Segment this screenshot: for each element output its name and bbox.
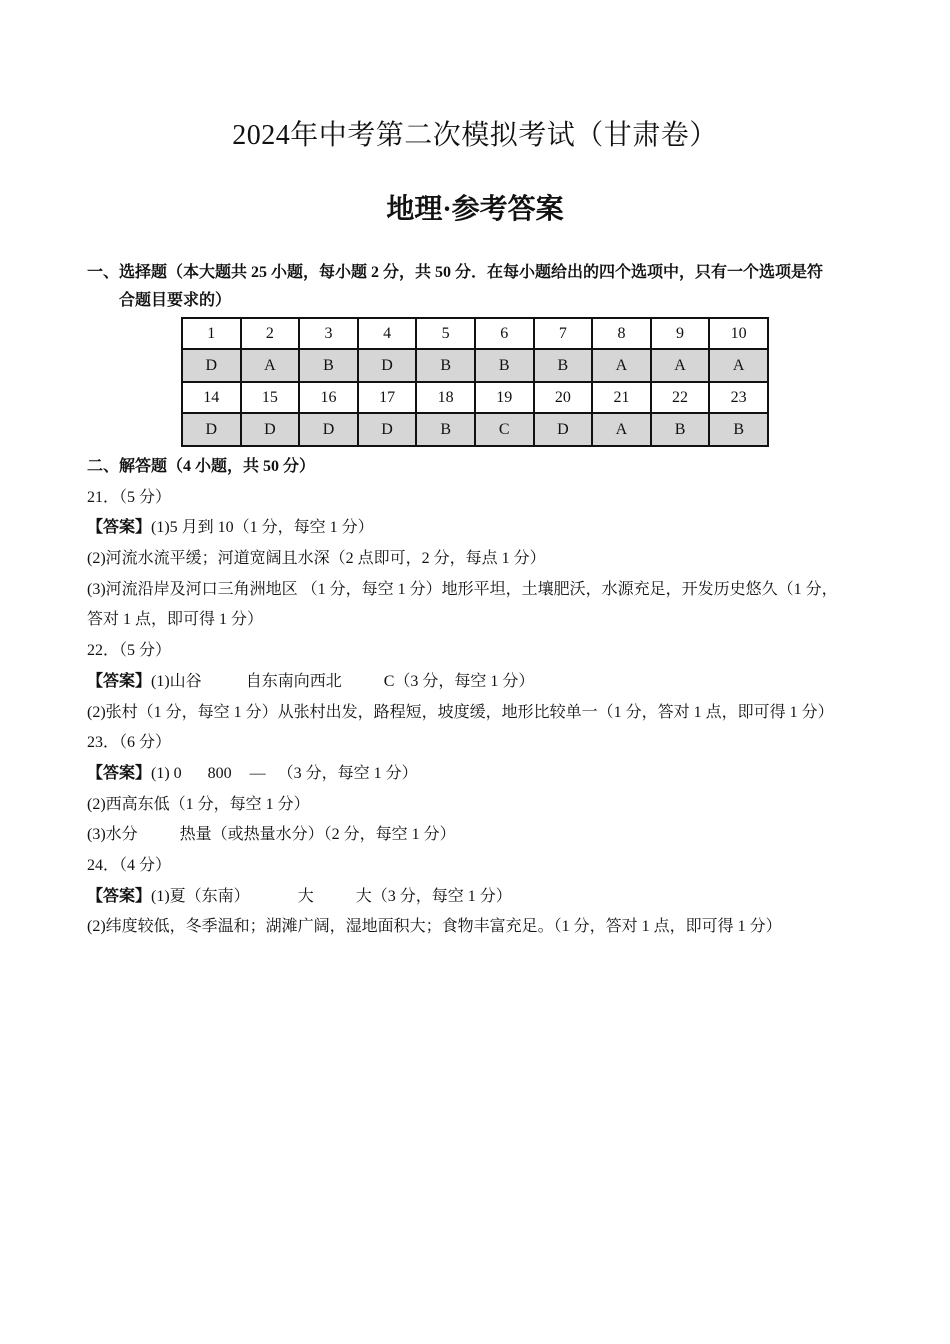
table-cell: 2: [241, 318, 300, 349]
table-cell: A: [709, 349, 768, 382]
answers-body: [87, 452, 877, 943]
table-cell: 19: [475, 382, 534, 413]
q23-answer-2: (2)西高东低（1 分，每空 1 分）: [87, 795, 310, 813]
table-cell: B: [416, 413, 475, 446]
q22-answer-1: [87, 667, 877, 698]
table-cell: 5: [416, 318, 475, 349]
table-cell: D: [299, 413, 358, 446]
q22-answer-1-part2: 自东南向西北: [245, 672, 342, 690]
answer-tag: 【答案】: [87, 672, 152, 690]
q21-answer-1-text: (1)5 月到 10（1 分，每空 1 分）: [151, 519, 374, 537]
q24-answer-1-part2: 大: [297, 887, 314, 905]
table-cell: D: [534, 413, 593, 446]
q23-answer-1-part1: (1) 0: [151, 764, 182, 782]
table-cell: 4: [358, 318, 417, 349]
q23-answer-3-part2: 热量（或热量水分）（2 分，每空 1 分）: [179, 826, 456, 844]
table-cell: 7: [534, 318, 593, 349]
q23-answer-1-part2: 800: [207, 764, 232, 782]
section1-heading-line1: 一、选择题（本大题共 25 小题，每小题 2 分，共 50 分．在每小题给出的四个选项中，只有一个选项是符: [87, 264, 824, 281]
table-row-numbers-1: [182, 318, 768, 349]
q21-answer-3-line1: (3)河流沿岸及河口三角洲地区 （1 分，每空 1 分）地形平坦，土壤肥沃，水源充足，开发历史悠久（1 分，: [87, 580, 838, 598]
document-title: 2024年中考第二次模拟考试（甘肃卷）: [232, 120, 718, 151]
table-cell: 16: [299, 382, 358, 413]
q23-header: 23．（6 分）: [87, 734, 172, 752]
table-cell: A: [651, 349, 710, 382]
table-cell: 17: [358, 382, 417, 413]
q21-answer-2: (2)河流水流平缓；河道宽阔且水深（2 点即可，2 分，每点 1 分）: [87, 550, 546, 568]
q21-answer-3-line2: 答对 1 点，即可得 1 分）: [87, 611, 264, 629]
table-cell: 20: [534, 382, 593, 413]
q22-answer-1-part3: C（3 分，每空 1 分）: [383, 672, 535, 690]
q23-answer-1-part4: （3 分，每空 1 分）: [277, 764, 418, 782]
table-cell: B: [416, 349, 475, 382]
table-row-numbers-2: [182, 382, 768, 413]
table-cell: 3: [299, 318, 358, 349]
q21-header: 21．（5 分）: [87, 488, 172, 506]
table-cell: 10: [709, 318, 768, 349]
table-cell: 18: [416, 382, 475, 413]
table-cell: 1: [182, 318, 241, 349]
q24-answer-1-part3: 大（3 分，每空 1 分）: [355, 887, 512, 905]
q23-answer-1-part3: —: [249, 764, 266, 782]
table-cell: 8: [592, 318, 651, 349]
q23-answer-1: [87, 759, 877, 790]
table-cell: D: [241, 413, 300, 446]
table-cell: 6: [475, 318, 534, 349]
q22-answer-2: (2)张村（1 分，每空 1 分）从张村出发，路程短，坡度缓，地形比较单一（1 分，答对 1 点，即可得 1 分）: [87, 703, 834, 721]
section1-heading: [87, 259, 877, 315]
table-cell: A: [592, 349, 651, 382]
table-row-answers-2: [182, 413, 768, 446]
q24-answer-1: [87, 882, 877, 913]
table-cell: 23: [709, 382, 768, 413]
table-cell: D: [182, 413, 241, 446]
document-subtitle: 地理·参考答案: [386, 194, 564, 225]
answer-table: [181, 317, 769, 447]
q21-answer-1: [87, 513, 877, 544]
q23-answer-3: [87, 820, 877, 851]
q24-answer-2: (2)纬度较低，冬季温和；湖滩广阔，湿地面积大；食物丰富充足。（1 分，答对 1 点，即可得 1 分）: [87, 918, 782, 936]
table-cell: D: [358, 413, 417, 446]
table-cell: A: [592, 413, 651, 446]
answer-tag: 【答案】: [87, 519, 152, 537]
table-cell: B: [709, 413, 768, 446]
table-cell: B: [299, 349, 358, 382]
table-cell: 21: [592, 382, 651, 413]
table-cell: D: [182, 349, 241, 382]
table-cell: A: [241, 349, 300, 382]
table-cell: B: [475, 349, 534, 382]
section1-heading-line2: 合题目要求的）: [119, 292, 232, 309]
q24-answer-1-part1: (1)夏（东南）: [151, 887, 250, 905]
table-cell: D: [358, 349, 417, 382]
table-row-answers-1: [182, 349, 768, 382]
table-cell: 14: [182, 382, 241, 413]
table-cell: 15: [241, 382, 300, 413]
answer-tag: 【答案】: [87, 887, 152, 905]
table-cell: B: [651, 413, 710, 446]
table-cell: B: [534, 349, 593, 382]
q24-header: 24．（4 分）: [87, 856, 172, 874]
table-cell: 9: [651, 318, 710, 349]
answer-tag: 【答案】: [87, 764, 152, 782]
table-cell: C: [475, 413, 534, 446]
table-cell: 22: [651, 382, 710, 413]
q22-answer-1-part1: (1)山谷: [151, 672, 202, 690]
q22-header: 22．（5 分）: [87, 642, 172, 660]
q23-answer-3-part1: (3)水分: [87, 826, 138, 844]
section2-heading: 二、解答题（4 小题，共 50 分）: [87, 458, 316, 475]
